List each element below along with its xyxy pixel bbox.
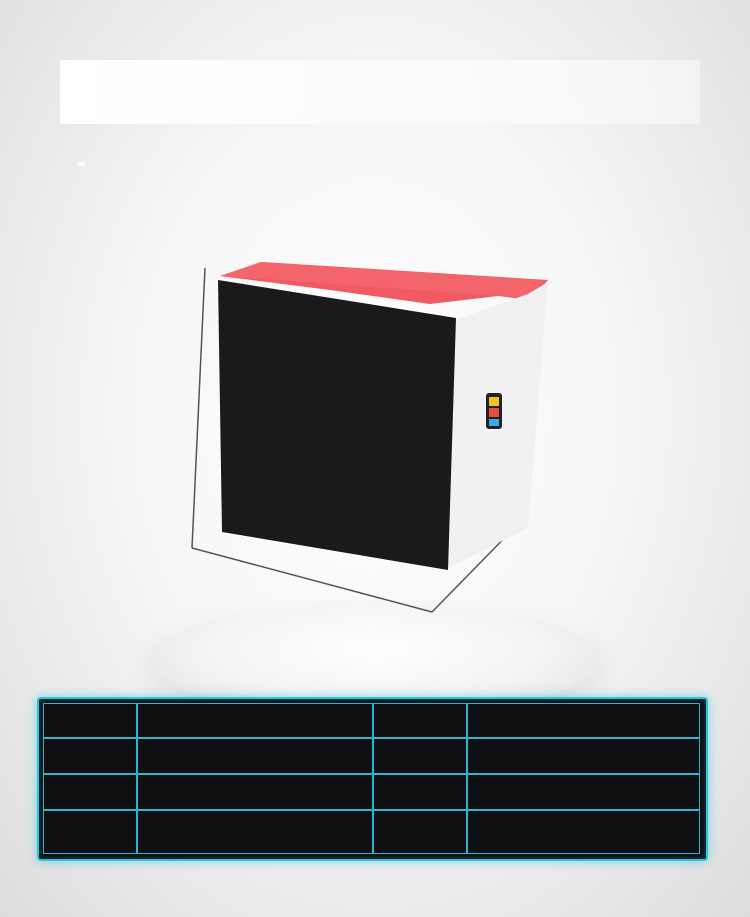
spec-label-size — [43, 810, 137, 854]
spec-value-size — [137, 810, 373, 854]
height-dimension-line — [192, 268, 205, 548]
spec-value-packaging — [467, 810, 700, 854]
specs-table — [37, 697, 708, 861]
spec-value-item-no — [137, 774, 373, 810]
spec-label-brand — [43, 703, 137, 738]
cube-front-face — [218, 280, 456, 570]
spec-value-product — [137, 738, 373, 774]
spec-value-weight — [467, 703, 700, 738]
spec-label-material — [373, 774, 467, 810]
spec-value-material — [467, 774, 700, 810]
spec-label-item-no — [43, 774, 137, 810]
spec-label-color — [373, 738, 467, 774]
spec-label-packaging — [373, 810, 467, 854]
spec-label-product — [43, 738, 137, 774]
spec-value-color — [467, 738, 700, 774]
spec-value-brand — [137, 703, 373, 738]
spec-label-weight — [373, 703, 467, 738]
